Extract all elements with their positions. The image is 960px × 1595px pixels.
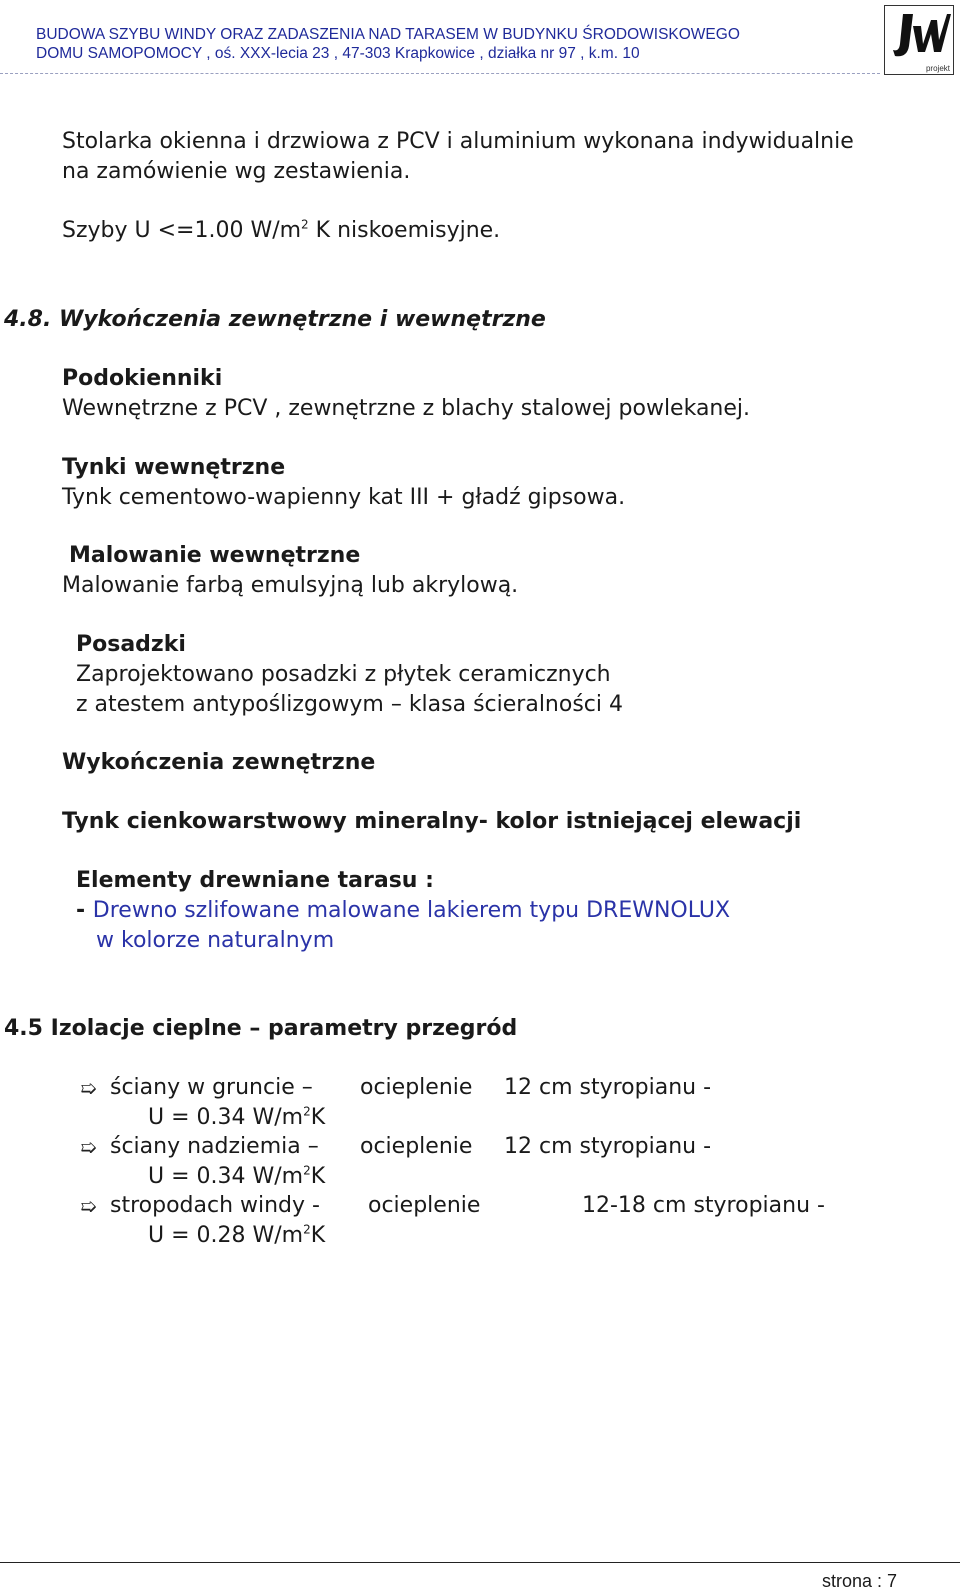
- posadzki-heading: Posadzki: [76, 632, 186, 657]
- exterior-finish-heading: Wykończenia zewnętrzne: [62, 750, 376, 775]
- insulation-u-value: [148, 1103, 325, 1133]
- insulation-desc: ocieplenie: [360, 1075, 473, 1100]
- header-text: [36, 25, 740, 63]
- insulation-thickness: 12 cm styropianu -: [504, 1075, 712, 1100]
- malowanie-text: Malowanie farbą emulsyjną lub akrylową.: [62, 573, 519, 598]
- wood-elements-line-2: w kolorze naturalnym: [96, 928, 335, 953]
- arrow-bullet-icon: ➯: [80, 1194, 97, 1218]
- insulation-u-value: [148, 1221, 325, 1251]
- logo-mark-icon: [885, 6, 953, 66]
- posadzki-text-2: z atestem antypoślizgowym – klasa ścieralności 4: [76, 692, 623, 717]
- section-4-8-heading: 4.8. Wykończenia zewnętrzne i wewnętrzne: [4, 307, 546, 332]
- insulation-name: ściany nadziemia –: [110, 1134, 319, 1159]
- wood-elements-heading: Elementy drewniane tarasu :: [76, 868, 434, 893]
- u-value-unit: K: [310, 1164, 326, 1189]
- header-rule: [0, 73, 880, 74]
- footer-rule: [0, 1562, 960, 1563]
- wood-spec: Drewno szlifowane malowane lakierem typu DREWNOLUX: [92, 898, 731, 923]
- wood-dash: -: [76, 898, 93, 923]
- insulation-desc: ocieplenie: [360, 1134, 473, 1159]
- wood-elements-line-1: [76, 896, 730, 926]
- header-line-1: BUDOWA SZYBU WINDY ORAZ ZADASZENIA NAD TARASEM W BUDYNKU ŚRODOWISKOWEGO: [36, 26, 740, 43]
- page-header: [0, 0, 960, 78]
- u-value-text: U = 0.28 W/m: [148, 1223, 304, 1248]
- glass-spec-b: K niskoemisyjne.: [308, 218, 501, 243]
- u-value-sup: 2: [303, 1222, 311, 1237]
- tynki-text: Tynk cementowo-wapienny kat III + gładź gipsowa.: [62, 485, 626, 510]
- insulation-u-value: [148, 1162, 325, 1192]
- podokienniki-heading: Podokienniki: [62, 366, 223, 391]
- logo-tag: projekt: [925, 64, 950, 73]
- insulation-name: ściany w gruncie –: [110, 1075, 313, 1100]
- u-value-unit: K: [310, 1223, 326, 1248]
- plaster-spec: Tynk cienkowarstwowy mineralny- kolor istniejącej elewacji: [62, 809, 802, 834]
- windows-line-2: na zamówienie wg zestawienia.: [62, 159, 411, 184]
- page-number: strona : 7: [822, 1571, 898, 1591]
- malowanie-heading: Malowanie wewnętrzne: [69, 543, 361, 568]
- u-value-sup: 2: [303, 1104, 311, 1119]
- insulation-thickness: 12 cm styropianu -: [504, 1134, 712, 1159]
- insulation-desc: ocieplenie: [368, 1193, 481, 1218]
- glass-spec-a: Szyby U <=1.00 W/m: [62, 218, 302, 243]
- glass-spec: [62, 216, 500, 246]
- posadzki-text-1: Zaprojektowano posadzki z płytek ceramicznych: [76, 662, 611, 687]
- insulation-thickness: 12-18 cm styropianu -: [582, 1193, 825, 1218]
- insulation-name: stropodach windy -: [110, 1193, 320, 1218]
- arrow-bullet-icon: ➯: [80, 1135, 97, 1159]
- glass-spec-sup: 2: [301, 217, 309, 232]
- u-value-text: U = 0.34 W/m: [148, 1164, 304, 1189]
- u-value-unit: K: [310, 1105, 326, 1130]
- arrow-bullet-icon: ➯: [80, 1076, 97, 1100]
- tynki-heading: Tynki wewnętrzne: [62, 455, 286, 480]
- section-4-5-heading: 4.5 Izolacje cieplne – parametry przegród: [4, 1016, 518, 1041]
- windows-line-1: Stolarka okienna i drzwiowa z PCV i aluminium wykonana indywidualnie: [62, 129, 854, 154]
- header-line-2: DOMU SAMOPOMOCY , oś. XXX-lecia 23 , 47-303 Krapkowice , działka nr 97 , k.m. 10: [36, 45, 640, 62]
- u-value-sup: 2: [303, 1163, 311, 1178]
- podokienniki-text: Wewnętrzne z PCV , zewnętrzne z blachy stalowej powlekanej.: [62, 396, 751, 421]
- u-value-text: U = 0.34 W/m: [148, 1105, 304, 1130]
- company-logo: [884, 5, 954, 75]
